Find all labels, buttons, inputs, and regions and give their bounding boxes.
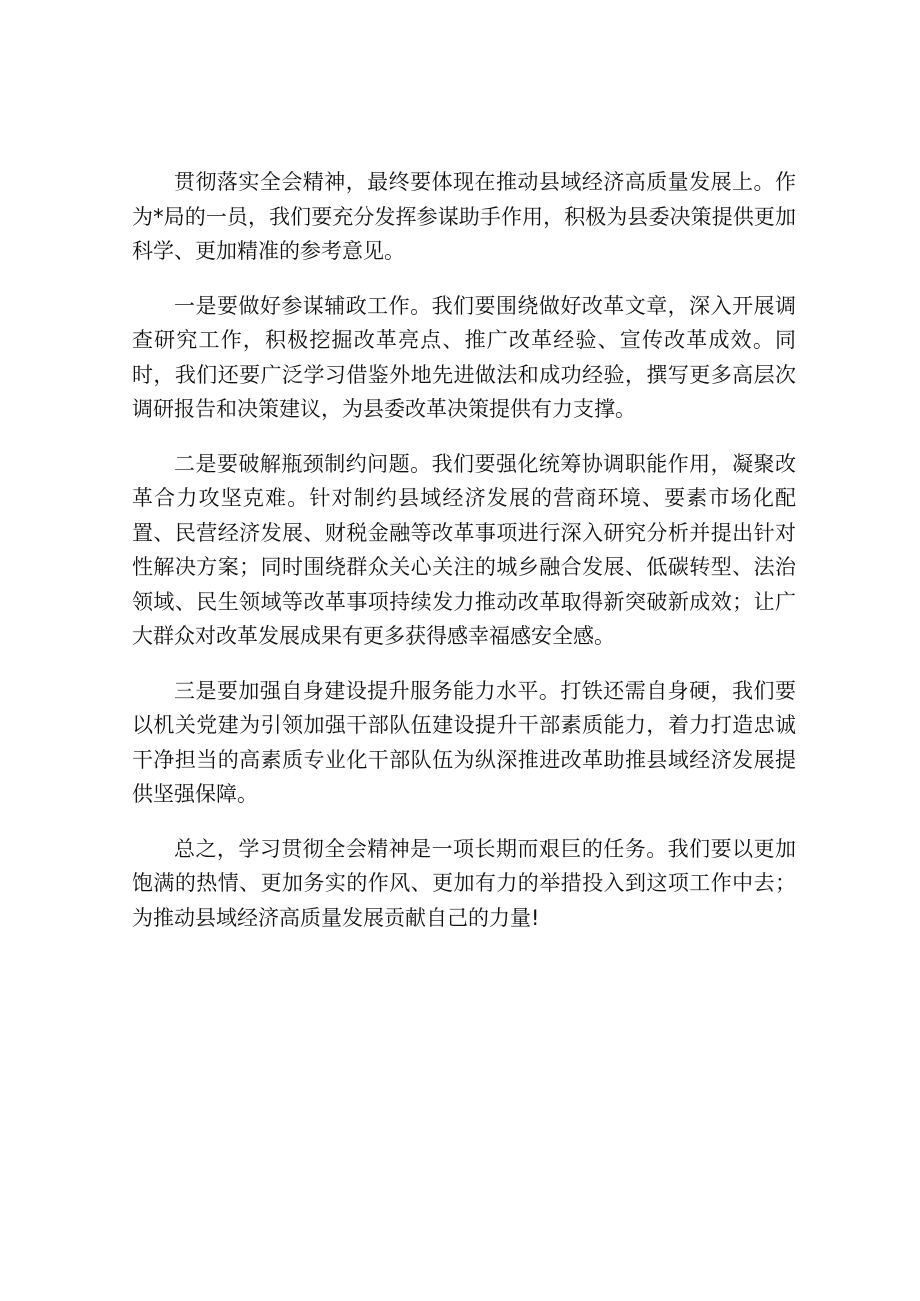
- paragraph-point-one: 一是要做好参谋辅政工作。我们要围绕做好改革文章，深入开展调查研究工作，积极挖掘改革亮点、推广改革经验、宣传改革成效。同时，我们还要广泛学习借鉴外地先进做法和成功经验，撰写更多高层次调研报告和决策建议，为县委改革决策提供有力支撑。: [132, 293, 796, 421]
- paragraph-point-two: 二是要破解瓶颈制约问题。我们要强化统筹协调职能作用，凝聚改革合力攻坚克难。针对制约县域经济发展的营商环境、要素市场化配置、民营经济发展、财税金融等改革事项进行深入研究分析并提出针对性解决方案；同时围绕群众关心关注的城乡融合发展、低碳转型、法治领域、民生领域等改革事项持续发力推动改革取得新突破新成效；让广大群众对改革发展成果有更多获得感幸福感安全感。: [132, 451, 796, 648]
- paragraph-conclusion: 总之，学习贯彻全会精神是一项长期而艰巨的任务。我们要以更加饱满的热情、更加务实的作风、更加有力的举措投入到这项工作中去；为推动县域经济高质量发展贡献自己的力量!: [132, 836, 796, 930]
- paragraph-point-three: 三是要加强自身建设提升服务能力水平。打铁还需自身硬，我们要以机关党建为引领加强干部队伍建设提升干部素质能力，着力打造忠诚干净担当的高素质专业化干部队伍为纵深推进改革助推县域经济发展提供坚强保障。: [132, 678, 796, 806]
- document-body: [132, 165, 796, 955]
- paragraph-intro: 贯彻落实全会精神，最终要体现在推动县域经济高质量发展上。作为*局的一员，我们要充分发挥参谋助手作用，积极为县委决策提供更加科学、更加精准的参考意见。: [132, 170, 796, 263]
